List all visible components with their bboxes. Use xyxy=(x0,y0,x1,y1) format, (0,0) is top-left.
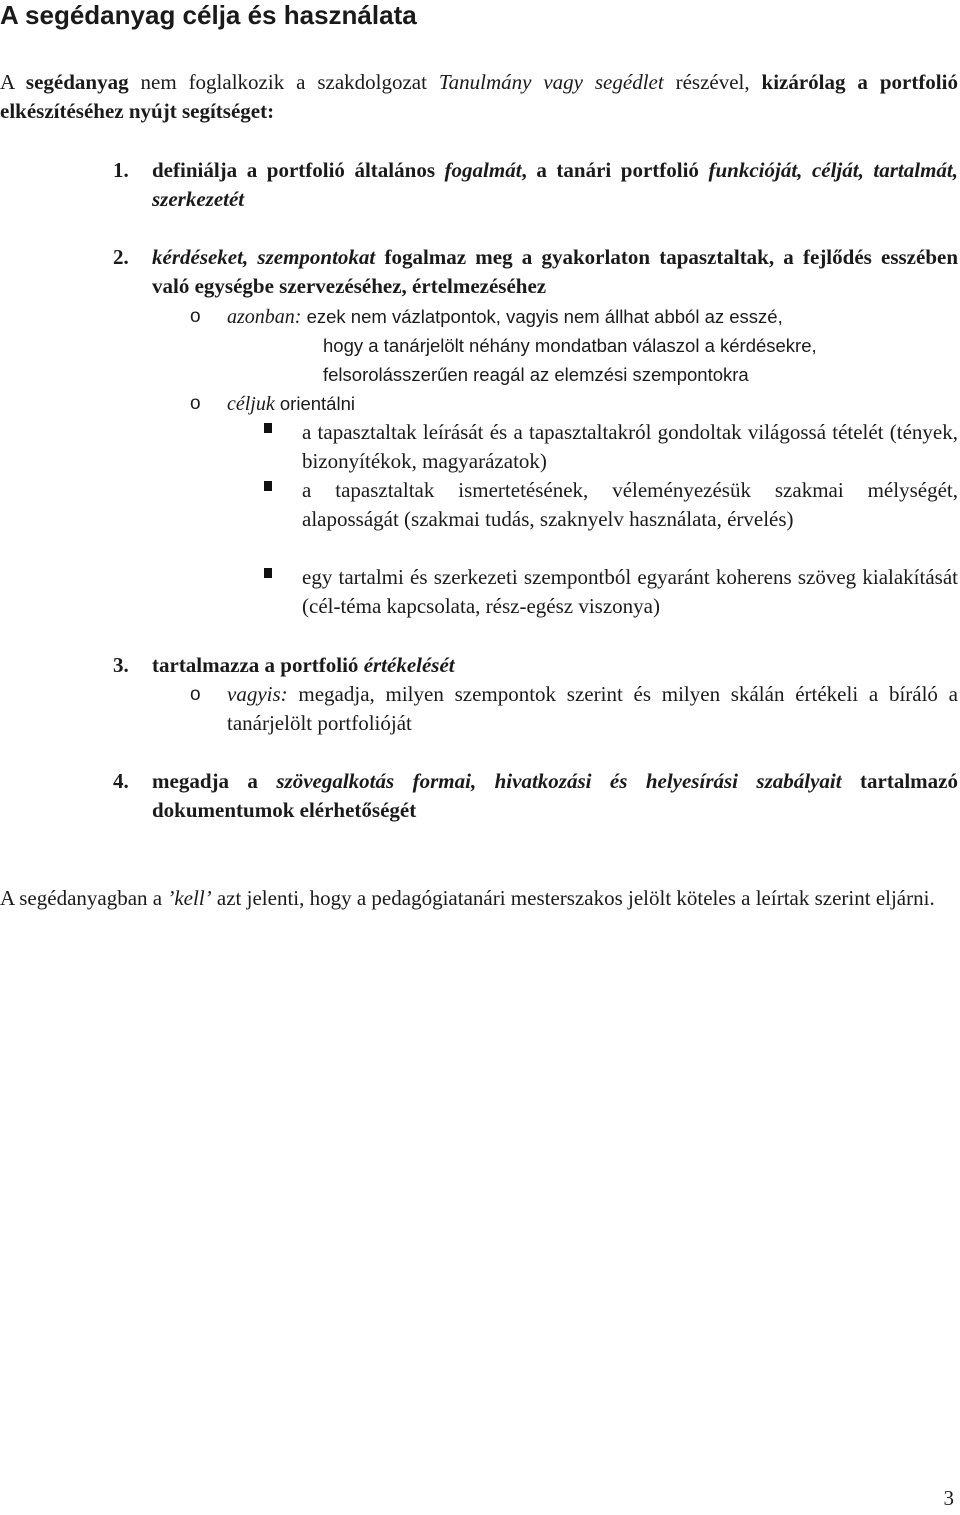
intro-bold: segédanyag xyxy=(25,70,129,94)
sub-text: megadja, milyen szempontok szerint és milyen skálán értékeli a bíráló a tanárjelölt portfolióját xyxy=(227,682,958,735)
closing-text: azt jelenti, hogy a pedagógiatanári mesterszakos jelölt köteles a leírtak szerint eljárni. xyxy=(211,886,935,910)
list-number: 2. xyxy=(113,245,129,269)
item-text: tartalmazó dokumentumok elérhetőségét xyxy=(152,769,958,822)
square-bullet-icon xyxy=(264,423,272,433)
page-title: A segédanyag célja és használata xyxy=(0,0,417,30)
list-item-3 xyxy=(152,651,958,680)
list-number: 4. xyxy=(113,769,129,793)
sub-item-vagyis xyxy=(227,680,958,738)
sub-item-azonban xyxy=(227,302,958,332)
intro-text: nem foglalkozik a szakdolgozat xyxy=(128,70,439,94)
item-text: tartalmazza a portfolió xyxy=(152,653,364,677)
square-bullet-icon xyxy=(264,568,272,578)
intro-text: részével, xyxy=(663,70,762,94)
square-bullet-icon xyxy=(264,481,272,491)
sub-label: vagyis: xyxy=(227,682,288,706)
list-number: 3. xyxy=(113,653,129,677)
item-text: definiálja a portfolió általános xyxy=(152,158,445,182)
sub-text: orientálni xyxy=(274,393,355,414)
bullet-o: o xyxy=(190,306,201,327)
closing-italic: ’kell’ xyxy=(167,886,212,910)
sub-label: céljuk xyxy=(227,393,275,415)
intro-bold-end: kizárólag a portfolió elkészítéséhez nyújt segítséget: xyxy=(0,70,958,123)
list-item-1 xyxy=(152,156,958,214)
sub-item-celjuk xyxy=(227,389,958,419)
bullet-o: o xyxy=(190,393,201,414)
item-italic: kérdéseket, szempontokat xyxy=(152,245,376,269)
closing-paragraph xyxy=(0,884,958,913)
intro-italic: Tanulmány vagy segédlet xyxy=(438,70,664,94)
intro-paragraph xyxy=(0,68,958,126)
intro-text: A xyxy=(0,70,26,94)
list-item-4 xyxy=(152,767,958,825)
item-text: , a tanári portfolió xyxy=(521,158,709,182)
item-italic: funkcióját, célját, tartalmát, szerkezetét xyxy=(152,158,958,211)
closing-text: A segédanyagban a xyxy=(0,886,168,910)
sub-label: azonban: xyxy=(227,306,302,328)
item-text: megadja a xyxy=(152,769,277,793)
sub-text: ezek nem vázlatpontok, vagyis nem állhat abból az esszé, xyxy=(301,306,783,327)
sub-item-azonban-line2: hogy a tanárjelölt néhány mondatban válaszol a kérdésekre, xyxy=(323,335,817,356)
list-item-2 xyxy=(152,243,958,301)
point-1: a tapasztaltak leírását és a tapasztaltakról gondoltak világossá tételét (tények, bizonyítékok, magyarázatok) xyxy=(302,420,958,473)
bullet-o: o xyxy=(190,684,201,705)
item-italic: szövegalkotás formai, hivatkozási és helyesírási szabályait xyxy=(276,769,842,793)
item-italic: értékelését xyxy=(363,653,455,677)
sub-item-azonban-line3: felsorolásszerűen reagál az elemzési szempontokra xyxy=(323,364,749,385)
item-italic: fogalmát xyxy=(444,158,522,182)
point-2: a tapasztaltak ismertetésének, véleményezésük szakmai mélységét, alaposságát (szakmai tudás, szaknyelv használata, érvelés) xyxy=(302,478,958,531)
item-text: fogalmaz meg a gyakorlaton tapasztaltak, a fejlődés esszében való egységbe szervezéséhez, értelmezéséhez xyxy=(152,245,958,298)
list-number: 1. xyxy=(113,158,129,182)
page-number: 3 xyxy=(943,1486,954,1510)
point-3: egy tartalmi és szerkezeti szempontból egyaránt koherens szöveg kialakítását (cél-téma kapcsolata, rész-egész viszonya) xyxy=(302,565,958,618)
